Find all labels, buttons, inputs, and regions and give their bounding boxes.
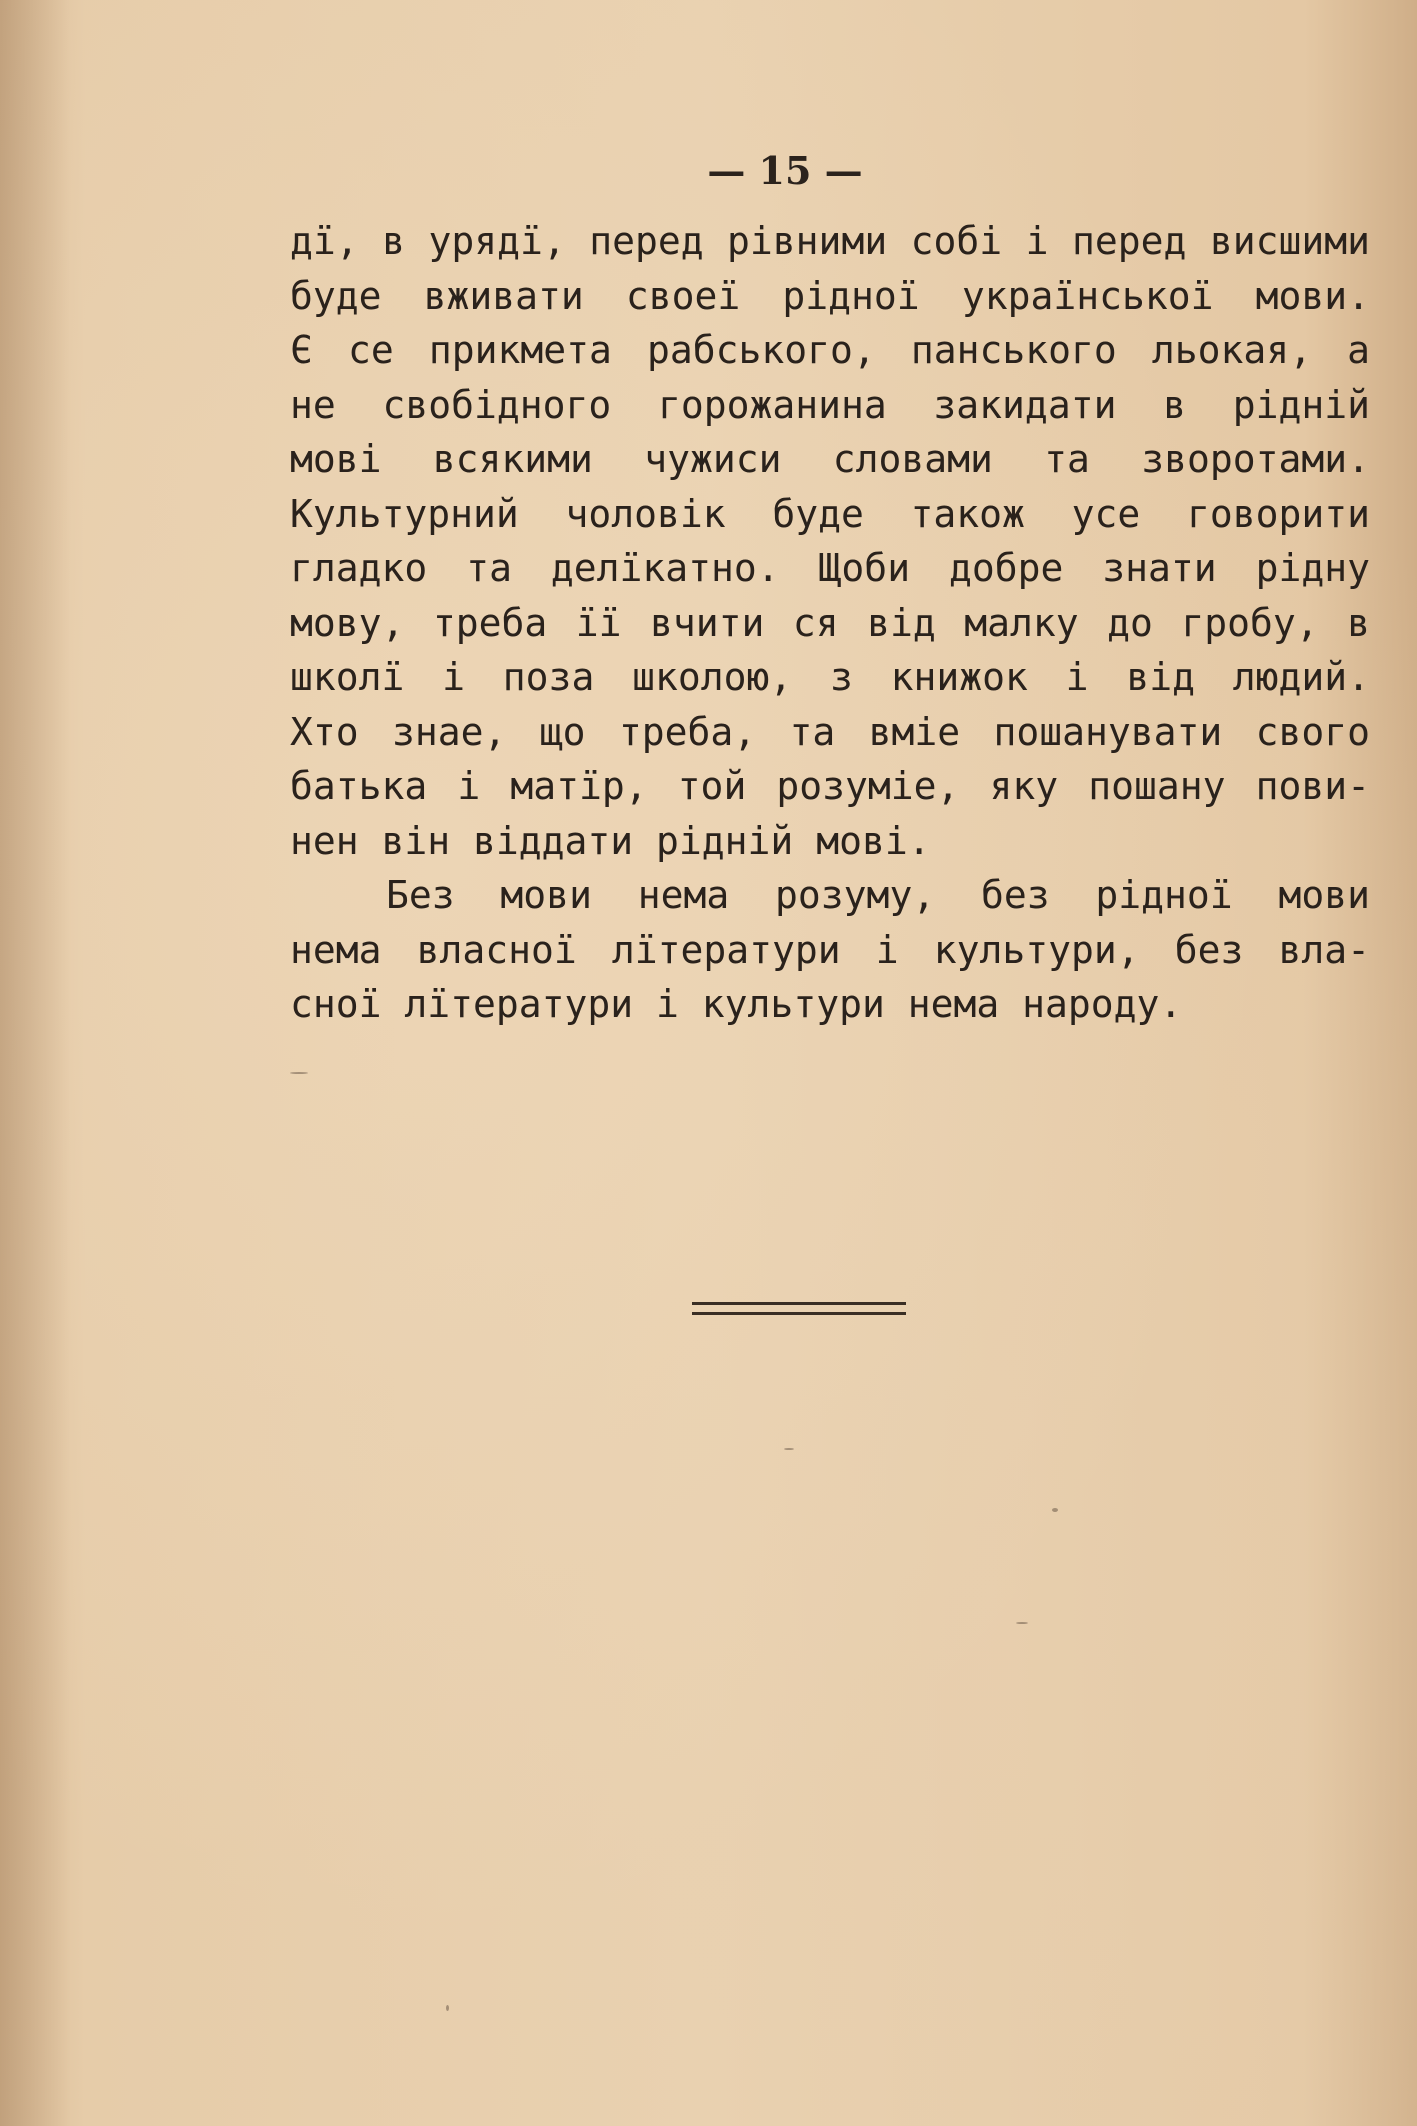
text-line: Без мови нема розуму, без рідної мови <box>386 873 1370 917</box>
paper-speck <box>1052 1508 1058 1512</box>
text-line: гладко та делїкатно. Щоби добре знати рідну <box>290 546 1370 590</box>
paper-speck <box>290 1072 308 1074</box>
text-line: нема власної лїтератури і культури, без вла- <box>290 927 1370 972</box>
paper-speck <box>784 1448 794 1450</box>
text-line: мову, треба її вчити ся від малку до гробу, в <box>290 600 1370 645</box>
text-line: батька і матїр, той розуміе, яку пошану пови- <box>290 764 1370 808</box>
text-line: школї і поза школою, з книжок і від людий. <box>290 655 1370 699</box>
paper-speck <box>1016 1622 1028 1624</box>
text-line: нен він віддати рідній мові. <box>290 818 931 863</box>
text-line: не свобідного горожанина закидати в рідній <box>290 382 1370 427</box>
text-line: буде вживати своеї рідної української мови. <box>290 273 1370 318</box>
text-line: сної лїтератури і культури нема народу. <box>290 982 1183 1026</box>
section-end-rule <box>692 1312 906 1315</box>
page-number: — 15 — <box>707 148 863 193</box>
paper-speck <box>446 2005 449 2011</box>
section-end-rule <box>692 1302 906 1305</box>
text-line: Є се прикмета рабського, панського льокая, а <box>290 328 1370 372</box>
text-line: мові всякими чужиси словами та зворотами. <box>290 437 1370 481</box>
body-text <box>290 214 1370 1032</box>
text-line: дї, в урядї, перед рівними собі і перед висшими <box>290 219 1370 263</box>
text-line: Культурний чоловік буде також усе говорити <box>290 491 1370 536</box>
text-line: Хто знае, що треба, та вміе пошанувати свого <box>290 709 1370 754</box>
page-binding-shadow <box>0 0 70 2126</box>
